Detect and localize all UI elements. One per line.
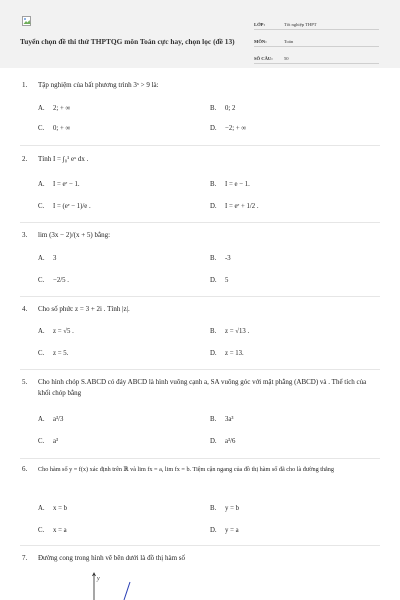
question-number: 6. — [22, 465, 28, 473]
divider — [20, 458, 380, 459]
question-1-option-c[interactable]: C. 0; + ∞ — [38, 125, 71, 132]
divider — [20, 545, 380, 546]
function-graph — [80, 572, 140, 600]
question-stem: Cho hàm số y = f(x) xác định trên ℝ và lim fx = a, lim fx = b. Tiệm cận ngang của đồ thị hàm số đã cho là đường thẳng — [38, 466, 334, 473]
broken-image-icon — [22, 16, 32, 26]
question-5-option-b[interactable]: B. 3a³ — [210, 416, 234, 423]
question-stem: Cho hình chóp S.ABCD có đáy ABCD là hình vuông cạnh a, SA vuông góc với mặt phẳng (ABCD) và . Thể tích của khối chóp bằng — [38, 378, 367, 397]
question-3-option-b[interactable]: B. -3 — [210, 255, 231, 262]
question-6-option-b[interactable]: B. y = b — [210, 505, 240, 512]
question-6-option-d[interactable]: D. y = a — [210, 527, 239, 534]
question-3-option-a[interactable]: A. 3 — [38, 255, 57, 262]
question-2-option-c[interactable]: C. I = (eᵉ − 1)/e . — [38, 203, 91, 210]
question-4-option-c[interactable]: C. z = 5. — [38, 350, 69, 357]
meta-label: SỐ CÂU: — [254, 56, 273, 61]
question-1-option-b[interactable]: B. 0; 2 — [210, 105, 236, 112]
question-1-option-a[interactable]: A. 2; + ∞ — [38, 105, 71, 112]
divider — [20, 145, 380, 146]
meta-row-question-count — [254, 50, 379, 64]
question-2-option-a[interactable]: A. I = eᵉ − 1. — [38, 181, 80, 188]
question-4-option-d[interactable]: D. z = 13. — [210, 350, 244, 357]
question-stem: lim (3x − 2)/(x + 5) bằng: — [38, 231, 111, 239]
meta-row-class — [254, 16, 379, 30]
question-6-option-c[interactable]: C. x = a — [38, 527, 67, 534]
y-axis-label: y — [97, 576, 100, 582]
question-number: 1. — [22, 81, 28, 89]
question-2-option-b[interactable]: B. I = e − 1. — [210, 181, 250, 188]
question-number: 7. — [22, 554, 28, 562]
question-6-option-a[interactable]: A. x = b — [38, 505, 68, 512]
question-number: 4. — [22, 305, 28, 313]
document-meta — [254, 16, 379, 67]
question-stem: Cho số phức z = 3 + 2i . Tính |z|. — [38, 305, 130, 313]
question-stem: Tập nghiệm của bất phương trình 3ˣ > 9 là: — [38, 81, 159, 89]
meta-value: Tốt nghiệp THPT — [284, 22, 317, 27]
question-number: 2. — [22, 155, 28, 163]
question-5-option-a[interactable]: A. a³/3 — [38, 416, 64, 423]
question-4-option-b[interactable]: B. z = √13 . — [210, 328, 250, 335]
question-stem: Tính I = ∫₀¹ eˣ dx . — [38, 155, 89, 163]
meta-value: 50 — [284, 56, 289, 61]
question-3-option-d[interactable]: D. 5 — [210, 277, 229, 284]
meta-label: MÔN: — [254, 39, 267, 44]
divider — [20, 369, 380, 370]
document-header — [0, 0, 400, 68]
question-2-option-d[interactable]: D. I = eᵉ + 1/2 . — [210, 203, 259, 210]
question-3-option-c[interactable]: C. −2/5 . — [38, 277, 69, 284]
function-curve — [124, 582, 130, 600]
meta-row-subject — [254, 33, 379, 47]
question-number: 5. — [22, 378, 28, 386]
divider — [20, 222, 380, 223]
meta-label: LỚP: — [254, 22, 265, 27]
question-4-option-a[interactable]: A. z = √5 . — [38, 328, 74, 335]
question-stem: Đường cong trong hình vẽ bên dưới là đồ thị hàm số — [38, 554, 185, 562]
question-number: 3. — [22, 231, 28, 239]
question-5-option-d[interactable]: D. a³/6 — [210, 438, 236, 445]
question-5-option-c[interactable]: C. a³ — [38, 438, 59, 445]
document-title: Tuyển chọn đề thi thử THPTQG môn Toán cực hay, chọn lọc (đề 13) — [20, 37, 235, 46]
question-1-option-d[interactable]: D. −2; + ∞ — [210, 125, 247, 132]
divider — [20, 296, 380, 297]
meta-value: Toán — [284, 39, 294, 44]
